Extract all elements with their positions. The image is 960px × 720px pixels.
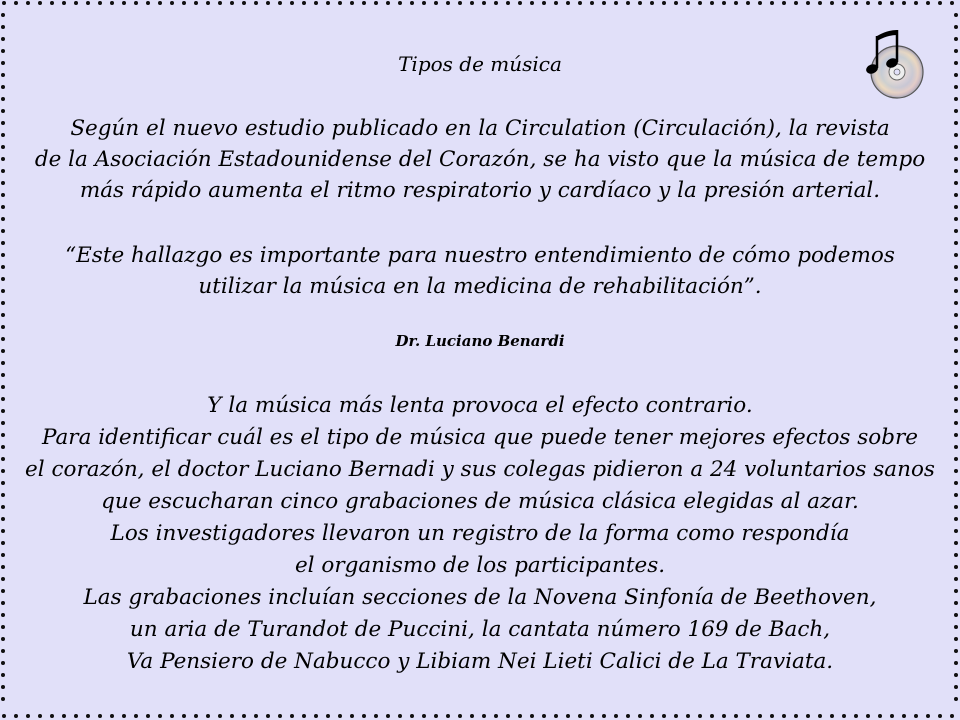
border-dot <box>794 714 798 718</box>
border-dot <box>554 714 558 718</box>
border-dot <box>914 714 918 718</box>
quote-line: utilizar la música en la medicina de rehabilitación”. <box>198 274 762 299</box>
border-dot <box>314 714 318 718</box>
border-dot <box>38 714 42 718</box>
border-dot <box>62 714 66 718</box>
border-dot <box>954 685 958 689</box>
quote-line: “Este hallazgo es importante para nuestro entendimiento de cómo podemos <box>65 243 895 268</box>
paragraph2-line: que escucharan cinco grabaciones de música clásica elegidas al azar. <box>101 489 859 514</box>
border-dot <box>242 1 246 5</box>
border-dot <box>98 1 102 5</box>
border-dot <box>566 714 570 718</box>
border-dot <box>134 1 138 5</box>
border-dot <box>782 714 786 718</box>
border-dot <box>134 714 138 718</box>
paragraph2-line: Y la música más lenta provoca el efecto contrario. <box>207 393 753 418</box>
border-dot <box>338 1 342 5</box>
border-dot <box>1 373 5 377</box>
border-dot <box>854 1 858 5</box>
border-dot <box>2 714 6 718</box>
border-dot <box>410 1 414 5</box>
border-dot <box>1 97 5 101</box>
border-dot <box>954 37 958 41</box>
border-dot <box>614 1 618 5</box>
border-dot <box>482 1 486 5</box>
border-dot <box>578 714 582 718</box>
paragraph2-line: Para identificar cuál es el tipo de música que puede tener mejores efectos sobre <box>41 425 919 450</box>
border-dot <box>1 385 5 389</box>
border-dot <box>1 229 5 233</box>
border-dot <box>194 1 198 5</box>
border-dot <box>770 714 774 718</box>
border-dot <box>122 1 126 5</box>
border-dot <box>458 1 462 5</box>
border-dot <box>890 1 894 5</box>
border-dot <box>170 1 174 5</box>
border-dot <box>878 714 882 718</box>
border-dot <box>954 325 958 329</box>
border-dot <box>890 714 894 718</box>
border-dot <box>110 714 114 718</box>
border-dot <box>662 714 666 718</box>
border-dot <box>602 1 606 5</box>
border-dot <box>254 714 258 718</box>
paragraph2-line: el organismo de los participantes. <box>294 553 666 578</box>
border-dot <box>938 1 942 5</box>
border-dot <box>674 1 678 5</box>
border-dot <box>722 714 726 718</box>
quote-author: Dr. Luciano Benardi <box>395 332 565 350</box>
border-dot <box>326 1 330 5</box>
border-dot <box>926 714 930 718</box>
border-dot <box>590 714 594 718</box>
border-dot <box>338 714 342 718</box>
border-dot <box>50 1 54 5</box>
border-dot <box>362 1 366 5</box>
border-dot <box>350 1 354 5</box>
border-dot <box>110 1 114 5</box>
border-dot <box>230 714 234 718</box>
paragraph2-line: Va Pensiero de Nabucco y Libiam Nei Lieti Calici de La Traviata. <box>126 649 834 674</box>
border-dot <box>302 714 306 718</box>
border-dot <box>182 714 186 718</box>
border-dot <box>38 1 42 5</box>
border-dot <box>782 1 786 5</box>
border-dot <box>1 25 5 29</box>
border-dot <box>374 714 378 718</box>
border-dot <box>530 714 534 718</box>
border-dot <box>566 1 570 5</box>
border-dot <box>746 714 750 718</box>
border-dot <box>542 1 546 5</box>
border-dot <box>506 714 510 718</box>
border-dot <box>590 1 594 5</box>
border-dot <box>194 714 198 718</box>
border-dot <box>602 714 606 718</box>
border-dot <box>866 714 870 718</box>
border-dot <box>954 97 958 101</box>
border-dot <box>954 697 958 701</box>
border-dot <box>830 714 834 718</box>
border-dot <box>954 85 958 89</box>
border-dot <box>954 229 958 233</box>
border-dot <box>518 714 522 718</box>
border-dot <box>398 1 402 5</box>
border-dot <box>26 714 30 718</box>
border-dot <box>734 1 738 5</box>
border-dot <box>794 1 798 5</box>
border-dot <box>266 1 270 5</box>
border-dot <box>950 1 954 5</box>
border-dot <box>146 714 150 718</box>
border-dot <box>954 361 958 365</box>
border-dot <box>386 1 390 5</box>
border-dot <box>854 714 858 718</box>
border-dot <box>914 1 918 5</box>
border-dot <box>954 313 958 317</box>
border-dot <box>698 714 702 718</box>
border-dot <box>206 714 210 718</box>
border-dot <box>626 714 630 718</box>
border-dot <box>410 714 414 718</box>
border-dot <box>746 1 750 5</box>
paragraph1-line: de la Asociación Estadounidense del Corazón, se ha visto que la música de tempo <box>34 147 926 172</box>
border-dot <box>326 714 330 718</box>
border-dot <box>278 714 282 718</box>
border-dot <box>86 714 90 718</box>
border-dot <box>362 714 366 718</box>
border-dot <box>182 1 186 5</box>
border-dot <box>1 13 5 17</box>
border-dot <box>254 1 258 5</box>
border-dot <box>698 1 702 5</box>
paragraph2-line: un aria de Turandot de Puccini, la cantata número 169 de Bach, <box>129 617 831 642</box>
border-dot <box>506 1 510 5</box>
border-dot <box>170 714 174 718</box>
border-dot <box>1 37 5 41</box>
border-dot <box>386 714 390 718</box>
border-dot <box>302 1 306 5</box>
border-dot <box>494 714 498 718</box>
border-dot <box>806 714 810 718</box>
border-dot <box>878 1 882 5</box>
border-dot <box>446 714 450 718</box>
border-dot <box>218 714 222 718</box>
paragraph1-line: más rápido aumenta el ritmo respiratorio y cardíaco y la presión arterial. <box>79 178 881 203</box>
border-dot <box>1 325 5 329</box>
border-dot <box>758 714 762 718</box>
border-dot <box>842 1 846 5</box>
border-dot <box>470 1 474 5</box>
border-dot <box>954 385 958 389</box>
border-dot <box>926 1 930 5</box>
border-dot <box>434 714 438 718</box>
border-dot <box>398 714 402 718</box>
border-dot <box>458 714 462 718</box>
border-dot <box>638 714 642 718</box>
border-dot <box>74 1 78 5</box>
border-dot <box>650 714 654 718</box>
music-cd-icon <box>857 22 927 102</box>
border-dot <box>662 1 666 5</box>
border-dot <box>50 714 54 718</box>
paragraph1-line: Según el nuevo estudio publicado en la Circulation (Circulación), la revista <box>70 116 890 141</box>
border-dot <box>818 1 822 5</box>
border-dot <box>290 714 294 718</box>
border-dot <box>434 1 438 5</box>
border-dot <box>938 714 942 718</box>
border-dot <box>1 361 5 365</box>
border-dot <box>218 1 222 5</box>
border-dot <box>530 1 534 5</box>
border-dot <box>902 1 906 5</box>
border-dot <box>266 714 270 718</box>
border-dot <box>1 85 5 89</box>
border-dot <box>806 1 810 5</box>
border-dot <box>422 1 426 5</box>
border-dot <box>954 373 958 377</box>
border-dot <box>758 1 762 5</box>
border-dot <box>350 714 354 718</box>
border-dot <box>206 1 210 5</box>
border-dot <box>722 1 726 5</box>
border-dot <box>86 1 90 5</box>
border-dot <box>230 1 234 5</box>
border-dot <box>954 217 958 221</box>
paragraph2-line: el corazón, el doctor Luciano Bernadi y sus colegas pidieron a 24 voluntarios sanos <box>25 457 935 482</box>
border-dot <box>674 714 678 718</box>
border-dot <box>710 1 714 5</box>
border-dot <box>62 1 66 5</box>
border-dot <box>626 1 630 5</box>
border-dot <box>950 714 954 718</box>
paragraph2-line: Las grabaciones incluían secciones de la Novena Sinfonía de Beethoven, <box>83 585 877 610</box>
border-dot <box>470 714 474 718</box>
border-dot <box>542 714 546 718</box>
border-dot <box>2 1 6 5</box>
border-dot <box>314 1 318 5</box>
border-dot <box>158 1 162 5</box>
border-dot <box>518 1 522 5</box>
border-dot <box>710 714 714 718</box>
border-dot <box>1 217 5 221</box>
paragraph2-line: Los investigadores llevaron un registro de la forma como respondía <box>110 521 850 546</box>
border-dot <box>554 1 558 5</box>
page-title: Tipos de música <box>398 52 562 76</box>
border-dot <box>446 1 450 5</box>
border-dot <box>242 714 246 718</box>
border-dot <box>734 714 738 718</box>
border-dot <box>422 714 426 718</box>
border-dot <box>614 714 618 718</box>
border-dot <box>686 714 690 718</box>
border-dot <box>1 685 5 689</box>
border-dot <box>74 714 78 718</box>
border-dot <box>14 714 18 718</box>
border-dot <box>866 1 870 5</box>
border-dot <box>122 714 126 718</box>
border-dot <box>98 714 102 718</box>
border-dot <box>578 1 582 5</box>
border-dot <box>638 1 642 5</box>
border-dot <box>278 1 282 5</box>
border-dot <box>1 697 5 701</box>
border-dot <box>494 1 498 5</box>
border-dot <box>954 25 958 29</box>
border-dot <box>14 1 18 5</box>
border-dot <box>954 13 958 17</box>
border-dot <box>818 714 822 718</box>
border-dot <box>158 714 162 718</box>
border-dot <box>902 714 906 718</box>
border-dot <box>482 714 486 718</box>
border-dot <box>770 1 774 5</box>
border-dot <box>290 1 294 5</box>
border-dot <box>1 313 5 317</box>
border-dot <box>374 1 378 5</box>
border-dot <box>842 714 846 718</box>
border-dot <box>686 1 690 5</box>
border-dot <box>146 1 150 5</box>
border-dot <box>650 1 654 5</box>
border-dot <box>26 1 30 5</box>
border-dot <box>830 1 834 5</box>
